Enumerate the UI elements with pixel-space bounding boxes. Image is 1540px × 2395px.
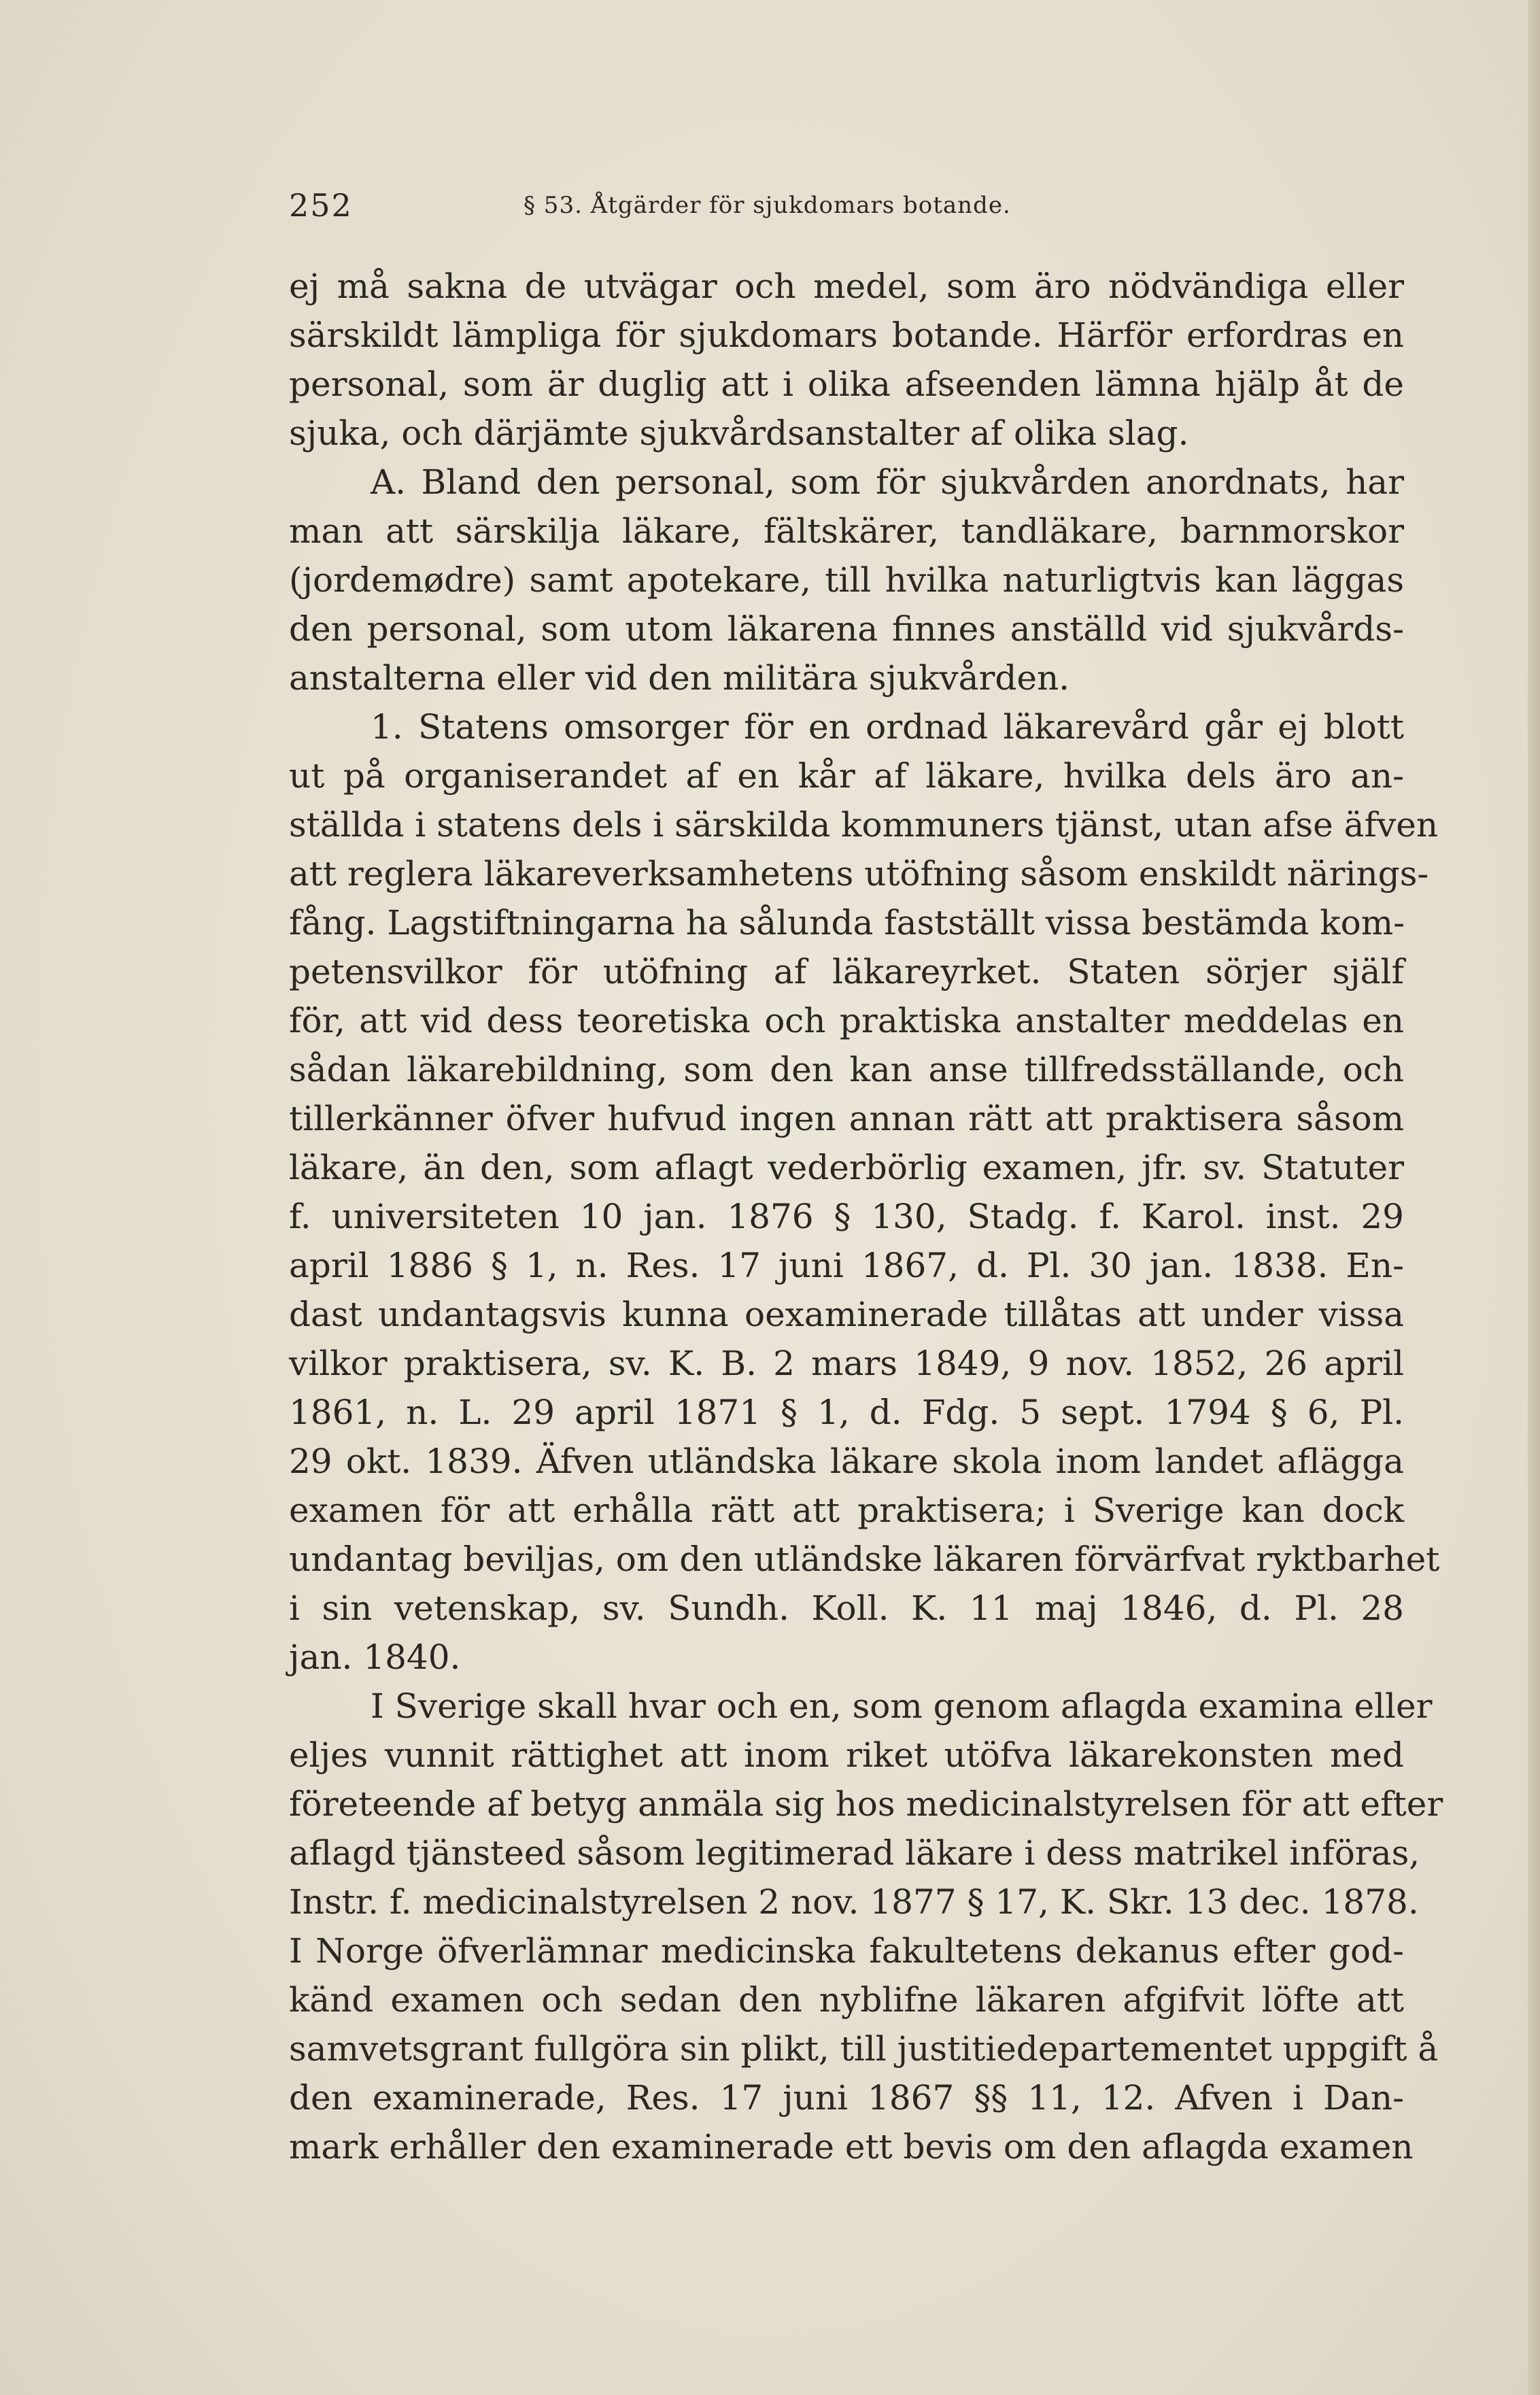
body-text (289, 262, 1443, 2171)
text-line: tillerkänner öfver hufvud ingen annan rätt att praktisera såsom (289, 1099, 1404, 1138)
text-line: f. universiteten 10 jan. 1876 § 130, Stadg. f. Karol. inst. 29 (289, 1197, 1404, 1236)
page-edge (1528, 0, 1540, 2395)
text-line: eljes vunnit rättighet att inom riket utöfva läkarekonsten med (289, 1735, 1404, 1775)
text-line: I Sverige skall hvar och en, som genom aflagda examina eller (371, 1686, 1433, 1726)
text-line: sådan läkarebildning, som den kan anse tillfredsställande, och (289, 1050, 1404, 1089)
text-line: personal, som är duglig att i olika afseenden lämna hjälp åt de (289, 364, 1404, 404)
text-line: undantag beviljas, om den utländske läkaren förvärfvat ryktbarhet (289, 1540, 1440, 1579)
text-line: dast undantagsvis kunna oexaminerade tillåtas att under vissa (289, 1295, 1404, 1334)
text-line: anstalterna eller vid den militära sjukvården. (289, 658, 1070, 698)
text-line: fång. Lagstiftningarna ha sålunda fastställt vissa bestämda kom- (289, 903, 1405, 942)
page-number: 252 (289, 187, 353, 224)
text-line: Instr. f. medicinalstyrelsen 2 nov. 1877 § 17, K. Skr. 13 dec. 1878. (289, 1882, 1419, 1922)
text-line: man att särskilja läkare, fältskärer, tandläkare, barnmorskor (289, 511, 1404, 551)
text-line: i sin vetenskap, sv. Sundh. Koll. K. 11 maj 1846, d. Pl. 28 (289, 1589, 1404, 1628)
text-line: samvetsgrant fullgöra sin plikt, till justitiedepartementet uppgift å (289, 2029, 1439, 2069)
text-line: 1861, n. L. 29 april 1871 § 1, d. Fdg. 5 sept. 1794 § 6, Pl. (289, 1393, 1404, 1432)
text-line: jan. 1840. (289, 1637, 461, 1677)
text-line: A. Bland den personal, som för sjukvården anordnats, har (371, 462, 1404, 502)
text-line: sjuka, och därjämte sjukvårdsanstalter af olika slag. (289, 413, 1189, 453)
text-line: april 1886 § 1, n. Res. 17 juni 1867, d. Pl. 30 jan. 1838. En- (289, 1246, 1404, 1285)
running-header (289, 178, 1499, 233)
text-line: 29 okt. 1839. Äfven utländska läkare skola inom landet aflägga (289, 1442, 1404, 1481)
text-line: den personal, som utom läkarena finnes anställd vid sjukvårds- (289, 609, 1404, 649)
text-line: 1. Statens omsorger för en ordnad läkarevård går ej blott (371, 707, 1404, 747)
text-line: aflagd tjänsteed såsom legitimerad läkare i dess matrikel införas, (289, 1833, 1420, 1873)
text-line: petensvilkor för utöfning af läkareyrket. Staten sörjer själf (289, 952, 1404, 991)
text-line: (jordemødre) samt apotekare, till hvilka naturligtvis kan läggas (289, 560, 1404, 600)
text-line: ut på organiserandet af en kår af läkare, hvilka dels äro an- (289, 756, 1404, 796)
text-line: för, att vid dess teoretiska och praktiska anstalter meddelas en (289, 1001, 1404, 1040)
text-line: känd examen och sedan den nyblifne läkaren afgifvit löfte att (289, 1980, 1404, 2020)
text-line: särskildt lämpliga för sjukdomars botande. Härför erfordras en (289, 316, 1404, 355)
text-line: ställda i statens dels i särskilda kommuners tjänst, utan afse äfven (289, 805, 1439, 845)
text-line: ej må sakna de utvägar och medel, som äro nödvändiga eller (289, 267, 1404, 306)
text-line: den examinerade, Res. 17 juni 1867 §§ 11, 12. Afven i Dan- (289, 2078, 1404, 2118)
section-title: § 53. Åtgärder för sjukdomars botande. (524, 192, 1011, 219)
text-line: mark erhåller den examinerade ett bevis om den aflagda examen (289, 2127, 1414, 2167)
text-line: examen för att erhålla rätt att praktisera; i Sverige kan dock (289, 1491, 1404, 1530)
text-line: att reglera läkareverksamhetens utöfning såsom enskildt närings- (289, 854, 1429, 894)
text-line: läkare, än den, som aflagt vederbörlig examen, jfr. sv. Statuter (289, 1148, 1404, 1187)
text-line: I Norge öfverlämnar medicinska fakultetens dekanus efter god- (289, 1931, 1404, 1971)
text-line: vilkor praktisera, sv. K. B. 2 mars 1849, 9 nov. 1852, 26 april (289, 1344, 1404, 1383)
text-line: företeende af betyg anmäla sig hos medicinalstyrelsen för att efter (289, 1784, 1443, 1824)
